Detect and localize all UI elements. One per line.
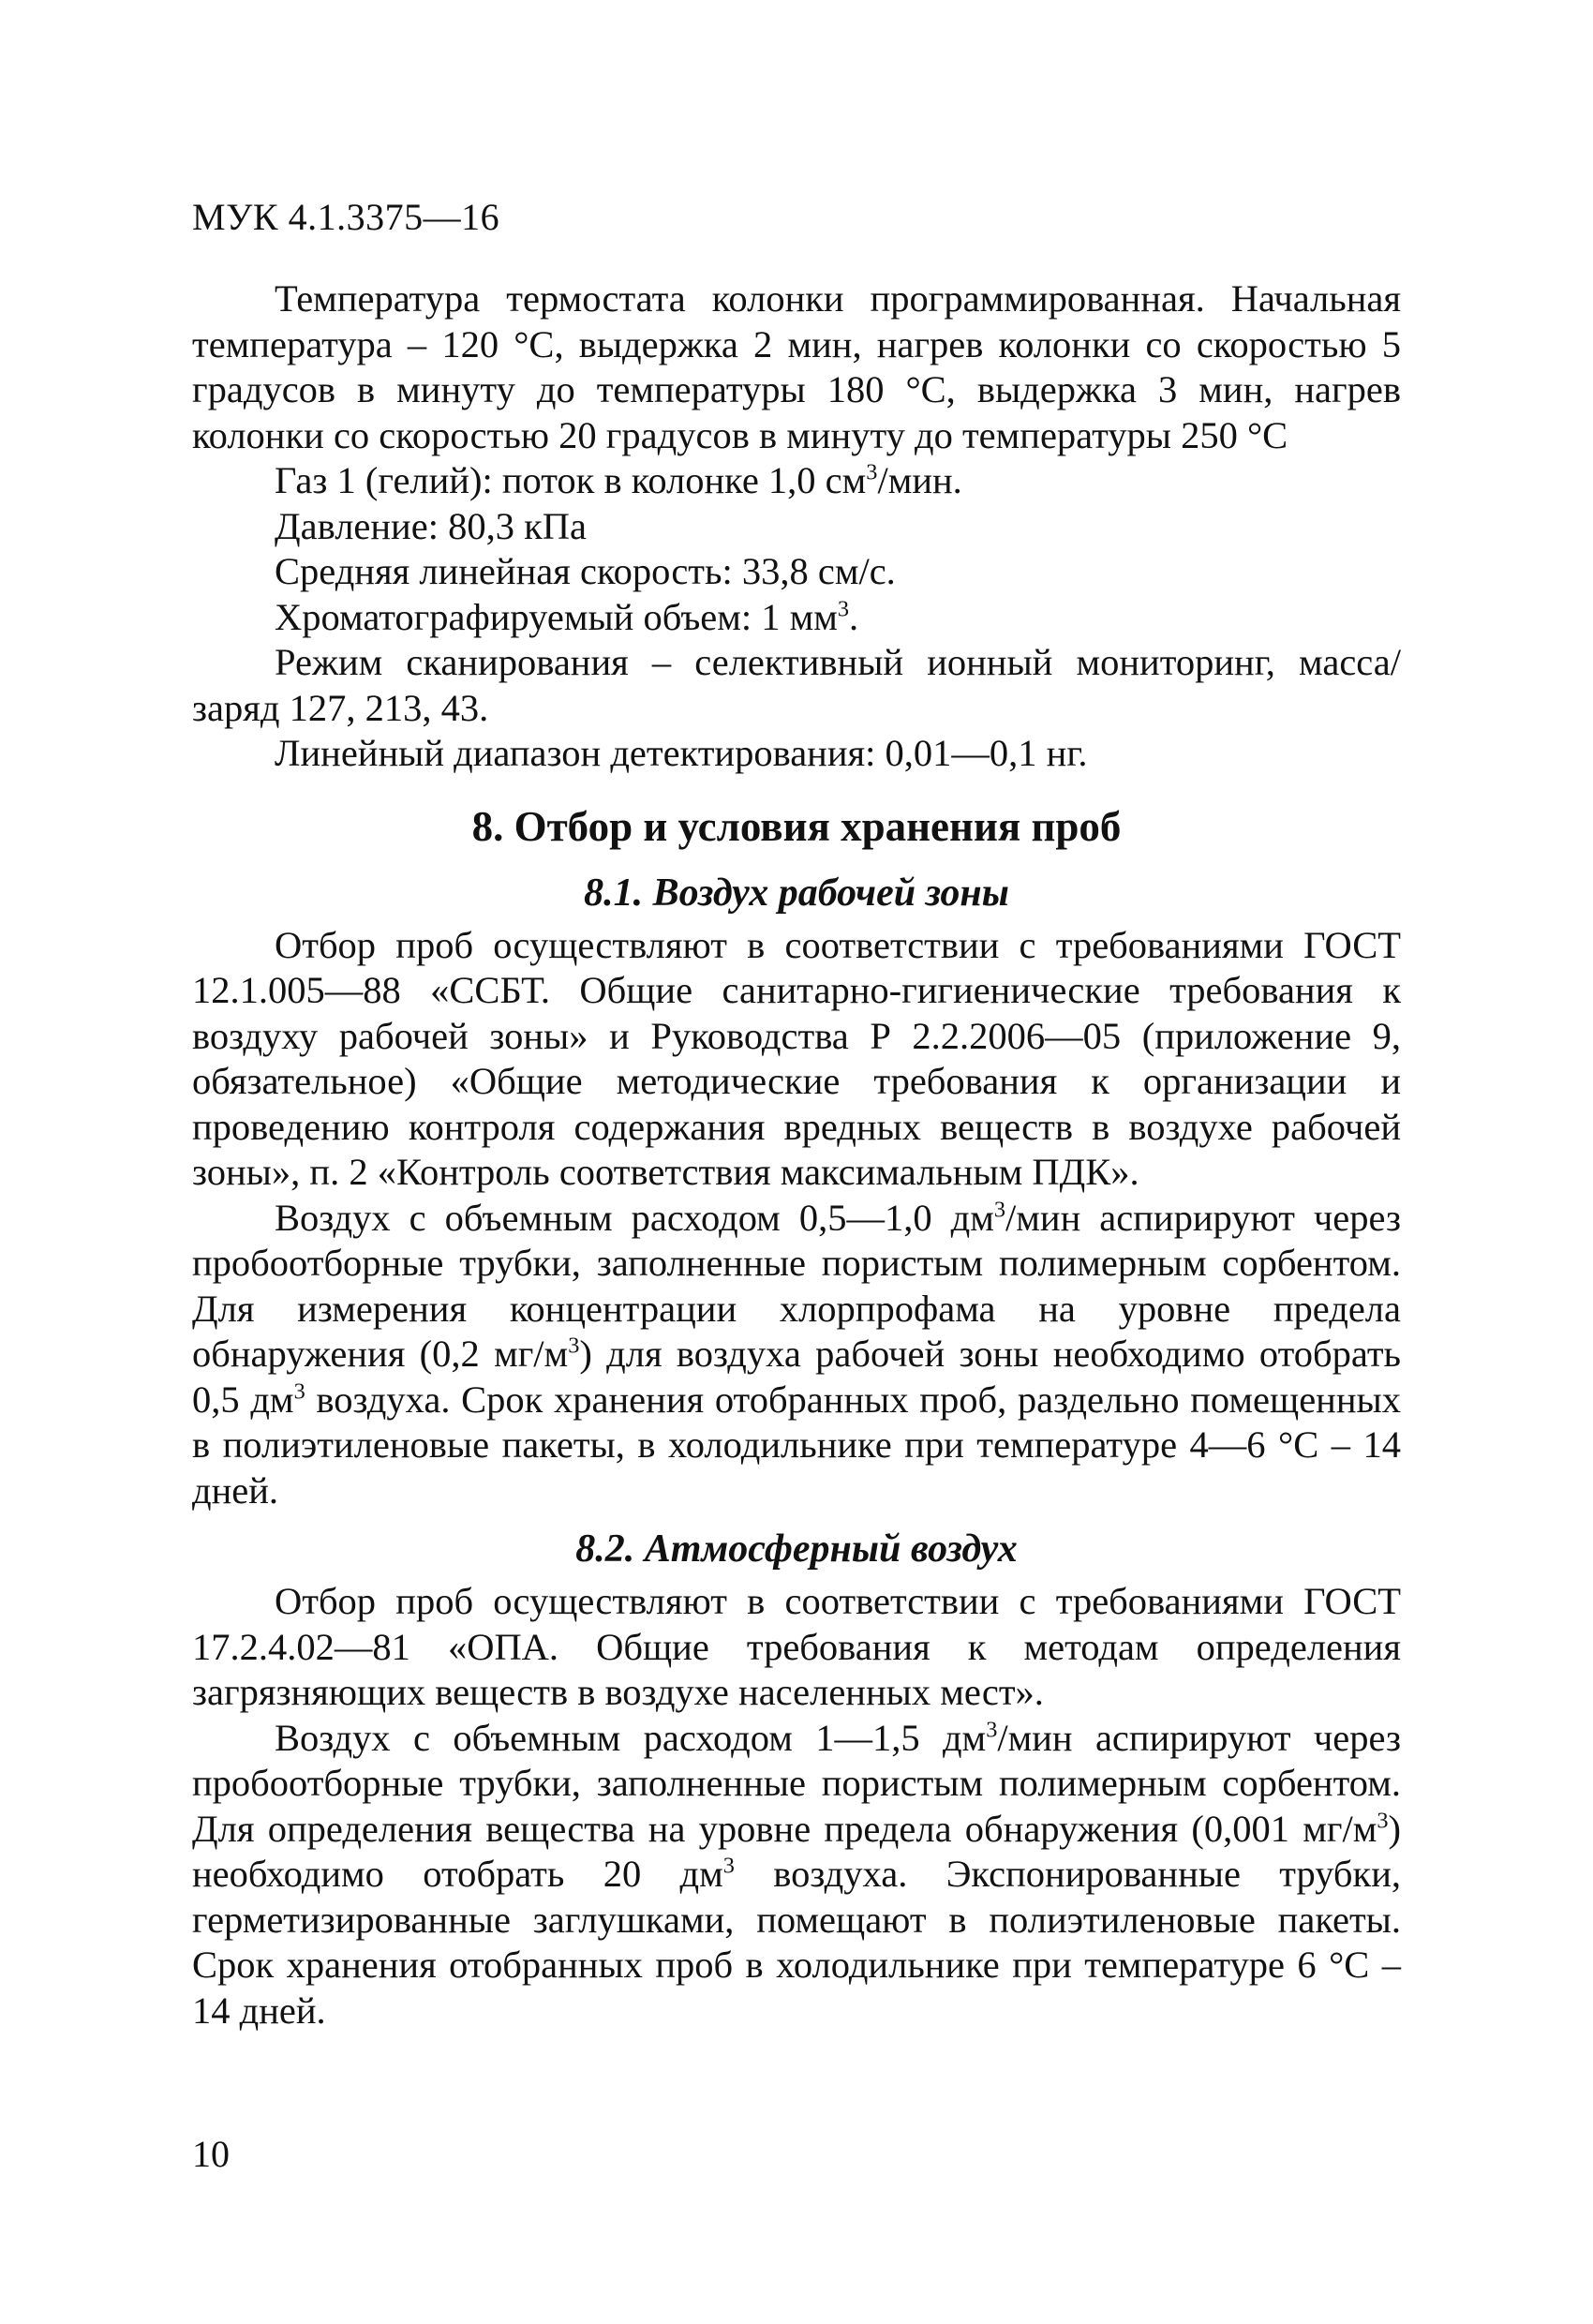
gas-flow-line xyxy=(192,458,1401,504)
s81-p2-sup-1: 3 xyxy=(993,1197,1006,1222)
injection-volume-superscript: 3 xyxy=(837,596,850,621)
s81-p2-sup-3: 3 xyxy=(293,1378,305,1404)
injection-volume-end: . xyxy=(849,595,859,638)
injection-volume-text: Хроматографируемый объем: 1 мм xyxy=(275,595,838,638)
s82-p2-sup-1: 3 xyxy=(986,1717,998,1742)
s82-p2-part-d: воздуха. Экспонированные трубки, герметизированные заглушками, помещают в полиэтиленовые пакеты. Срок хранения отобранных проб в холодильнике при температуре 6 °С – 14 дней. xyxy=(192,1853,1402,2032)
s81-p2-part-c: ) для воздуха рабочей зоны необходимо отобрать 0,5 дм xyxy=(192,1333,1401,1421)
s82-p2-part-c: ) необходимо отобрать 20 дм xyxy=(192,1807,1401,1895)
gas-flow-text: Газ 1 (гелий): поток в колонке 1,0 см xyxy=(275,459,867,501)
scan-mode-paragraph: Режим сканирования – селективный ионный мониторинг, масса/заряд 127, 213, 43. xyxy=(192,641,1401,729)
document-code-header: МУК 4.1.3375—16 xyxy=(192,196,500,238)
page-number: 10 xyxy=(192,2133,230,2175)
section-8-title: 8. Отбор и условия хранения проб xyxy=(471,802,1122,850)
s81-p2-part-b: /мин аспирируют через пробоотборные трубки, заполненные пористым полимерным сорбентом. Для измерения концентрации хлорпрофама на уровне предела обнаружения (0,2 мг/м xyxy=(192,1196,1401,1375)
section-8-1-title: 8.1. Воздух рабочей зоны xyxy=(584,871,1009,915)
s82-p2-sup-3: 3 xyxy=(722,1853,735,1879)
gas-flow-superscript: 3 xyxy=(866,459,878,485)
document-body xyxy=(192,276,1401,2034)
s82-p2-part-b: /мин аспирируют через пробоотборные трубки, заполненные пористым полимерным сорбентом. Для определения вещества на уровне предела обнаружения (0,001 мг/м xyxy=(192,1716,1401,1850)
section-8-2-title: 8.2. Атмосферный воздух xyxy=(575,1527,1018,1571)
section-8-2-paragraph-2 xyxy=(192,1716,1401,2034)
column-temperature-paragraph: Температура термостата колонки программированная. Начальная температура – 120 °С, выдержка 2 мин, нагрев колонки со скоростью 5 градусов в минуту до температуры 180 °С, выдержка 3 мин, нагрев колонки со скоростью 20 градусов в минуту до температуры 250 °С xyxy=(192,277,1401,456)
s82-p2-part-a: Воздух с объемным расходом 1—1,5 дм xyxy=(275,1716,987,1759)
s81-p2-part-a: Воздух с объемным расходом 0,5—1,0 дм xyxy=(275,1196,994,1239)
s82-p2-sup-2: 3 xyxy=(1377,1808,1389,1833)
section-8-1-paragraph-1: Отбор проб осуществляют в соответствии с требованиями ГОСТ 12.1.005—88 «ССБТ. Общие санитарно-гигиенические требования к воздуху рабочей зоны» и Руководства Р 2.2.2006—05 (приложение 9, обязательное) «Общие методические требования к организации и проведению контроля содержания вредных веществ в воздухе рабочей зоны», п. 2 «Контроль соответствия максимальным ПДК». xyxy=(192,923,1401,1193)
section-8-1-paragraph-2 xyxy=(192,1196,1401,1514)
pressure-line: Давление: 80,3 кПа xyxy=(275,504,587,547)
section-8-2-paragraph-1: Отбор проб осуществляют в соответствии с требованиями ГОСТ 17.2.4.02—81 «ОПА. Общие требования к методам определения загрязняющих веществ в воздухе населенных мест». xyxy=(192,1580,1401,1713)
velocity-line: Средняя линейная скорость: 33,8 см/с. xyxy=(275,550,896,592)
gas-flow-unit: /мин. xyxy=(877,459,962,501)
injection-volume-line xyxy=(192,595,1401,641)
s81-p2-sup-2: 3 xyxy=(568,1333,580,1359)
s81-p2-part-d: воздуха. Срок хранения отобранных проб, раздельно помещенных в полиэтиленовые пакеты, в холодильнике при температуре 4—6 °С – 14 дней. xyxy=(192,1378,1401,1512)
linear-range-line: Линейный диапазон детектирования: 0,01—0,1 нг. xyxy=(275,732,1088,774)
